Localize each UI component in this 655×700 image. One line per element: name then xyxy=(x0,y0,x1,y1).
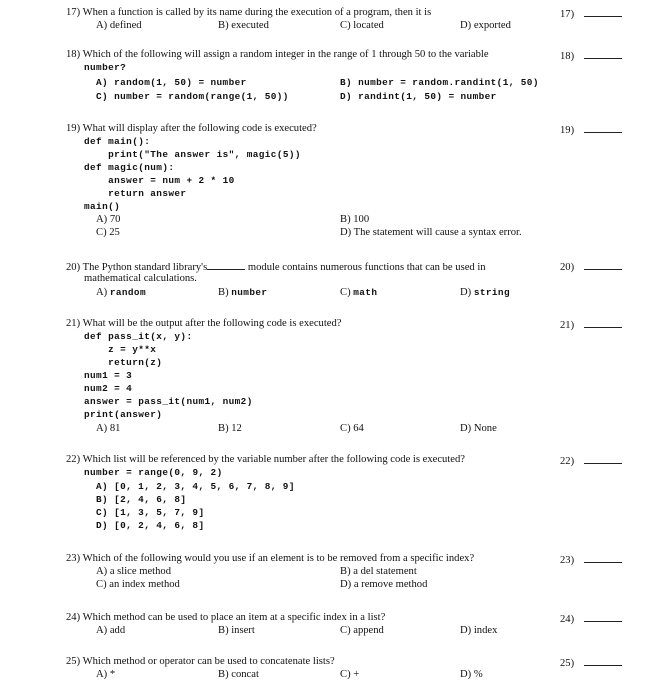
question-number: 24) xyxy=(66,612,81,623)
q25-option-b: B) concat xyxy=(218,669,259,680)
q20-option-c xyxy=(340,287,377,298)
q21-code-line: print(answer) xyxy=(84,409,163,420)
question-number: 21) xyxy=(66,318,81,329)
question-number: 19) xyxy=(66,123,81,134)
q17-stem xyxy=(66,7,431,18)
q17-option-b: B) executed xyxy=(218,20,269,31)
answer-number: 19) xyxy=(560,125,575,136)
q24-option-c: C) append xyxy=(340,625,384,636)
q21-option-c: C) 64 xyxy=(340,423,364,434)
q17-option-a: A) defined xyxy=(96,20,142,31)
q17-answer-blank[interactable] xyxy=(560,7,622,20)
answer-line[interactable] xyxy=(584,454,622,464)
q21-code-line: answer = pass_it(num1, num2) xyxy=(84,396,253,407)
q25-option-c: C) + xyxy=(340,669,360,680)
q18-option-d: D) randint(1, 50) = number xyxy=(340,91,497,102)
q24-stem xyxy=(66,612,385,623)
answer-number: 20) xyxy=(560,262,575,273)
question-text: Which list will be referenced by the variable number after the following code is executed? xyxy=(82,454,465,465)
answer-number: 18) xyxy=(560,51,575,62)
q19-option-d: D) The statement will cause a syntax error. xyxy=(340,227,522,238)
answer-number: 25) xyxy=(560,658,575,669)
answer-line[interactable] xyxy=(584,612,622,622)
q22-answer-blank[interactable] xyxy=(560,454,622,467)
q22-option-d: D) [0, 2, 4, 6, 8] xyxy=(96,520,205,531)
q20-stem-line2: mathematical calculations. xyxy=(84,273,197,284)
q21-stem xyxy=(66,318,341,329)
q18-option-a: A) random(1, 50) = number xyxy=(96,77,247,88)
option-letter: D) xyxy=(460,287,474,298)
q23-stem xyxy=(66,553,474,564)
q18-stem-code: number? xyxy=(84,62,127,73)
q20-option-a xyxy=(96,287,146,298)
option-letter: B) xyxy=(218,287,232,298)
answer-line[interactable] xyxy=(584,260,622,270)
q19-option-c: C) 25 xyxy=(96,227,120,238)
q21-option-d: D) None xyxy=(460,423,497,434)
question-number: 20) xyxy=(66,262,81,273)
q22-option-c: C) [1, 3, 5, 7, 9] xyxy=(96,507,205,518)
q25-option-d: D) % xyxy=(460,669,483,680)
answer-line[interactable] xyxy=(584,656,622,666)
q19-code-line: print("The answer is", magic(5)) xyxy=(84,149,301,160)
option-code: random xyxy=(109,287,146,298)
q21-option-a: A) 81 xyxy=(96,423,121,434)
q23-option-d: D) a remove method xyxy=(340,579,428,590)
q25-stem xyxy=(66,656,335,667)
q18-option-b: B) number = random.randint(1, 50) xyxy=(340,77,539,88)
q20-stem xyxy=(66,260,486,273)
question-number: 18) xyxy=(66,49,81,60)
q18-answer-blank[interactable] xyxy=(560,49,622,62)
q19-answer-blank[interactable] xyxy=(560,123,622,136)
option-letter: C) xyxy=(340,287,354,298)
question-text: Which of the following would you use if an element is to be removed from a specific index? xyxy=(82,553,475,564)
q18-option-c: C) number = random(range(1, 50)) xyxy=(96,91,289,102)
answer-number: 22) xyxy=(560,456,575,467)
answer-number: 23) xyxy=(560,555,575,566)
q23-option-a: A) a slice method xyxy=(96,566,172,577)
q23-option-c: C) an index method xyxy=(96,579,180,590)
question-text: Which method or operator can be used to concatenate lists? xyxy=(82,656,335,667)
q21-code-line: num1 = 3 xyxy=(84,370,133,381)
q25-option-a: A) * xyxy=(96,669,116,680)
q21-code-line: z = y**x xyxy=(84,344,157,355)
q21-code-line: num2 = 4 xyxy=(84,383,133,394)
q24-answer-blank[interactable] xyxy=(560,612,622,625)
q19-code-line: return answer xyxy=(84,188,187,199)
question-text: When a function is called by its name during the execution of a program, then it is xyxy=(82,7,432,18)
question-text: The Python standard library's xyxy=(82,262,208,273)
question-text: What will display after the following code is executed? xyxy=(82,123,317,134)
answer-line[interactable] xyxy=(584,318,622,328)
question-number: 23) xyxy=(66,553,81,564)
q19-code-line: def magic(num): xyxy=(84,162,175,173)
q23-answer-blank[interactable] xyxy=(560,553,622,566)
q19-code-line: main() xyxy=(84,201,121,212)
answer-number: 21) xyxy=(560,320,575,331)
q21-answer-blank[interactable] xyxy=(560,318,622,331)
q20-option-b xyxy=(218,287,267,298)
question-text: Which of the following will assign a random integer in the range of 1 through 50 to the variable xyxy=(82,49,489,60)
q19-option-a: A) 70 xyxy=(96,214,121,225)
q24-option-b: B) insert xyxy=(218,625,255,636)
q17-option-d: D) exported xyxy=(460,20,511,31)
q19-option-b: B) 100 xyxy=(340,214,370,225)
question-number: 17) xyxy=(66,7,81,18)
question-text: Which method can be used to place an item at a specific index in a list? xyxy=(82,612,386,623)
q18-stem xyxy=(66,49,489,60)
answer-line[interactable] xyxy=(584,123,622,133)
question-number: 25) xyxy=(66,656,81,667)
q21-option-b: B) 12 xyxy=(218,423,242,434)
answer-number: 24) xyxy=(560,614,575,625)
q21-code-line: return(z) xyxy=(84,357,163,368)
answer-line[interactable] xyxy=(584,553,622,563)
q22-option-b: B) [2, 4, 6, 8] xyxy=(96,494,187,505)
option-code: number xyxy=(231,287,268,298)
q24-option-a: A) add xyxy=(96,625,126,636)
question-number: 22) xyxy=(66,454,81,465)
q22-option-a: A) [0, 1, 2, 3, 4, 5, 6, 7, 8, 9] xyxy=(96,481,295,492)
q24-option-d: D) index xyxy=(460,625,498,636)
q22-stem xyxy=(66,454,465,465)
q20-option-d xyxy=(460,287,510,298)
answer-number: 17) xyxy=(560,9,575,20)
option-letter: A) xyxy=(96,287,110,298)
q19-stem xyxy=(66,123,317,134)
q21-code-line: def pass_it(x, y): xyxy=(84,331,193,342)
q20-answer-blank[interactable] xyxy=(560,260,622,273)
q19-code-line: answer = num + 2 * 10 xyxy=(84,175,235,186)
q19-code-line: def main(): xyxy=(84,136,151,147)
answer-line[interactable] xyxy=(584,49,622,59)
question-text: module contains numerous functions that can be used in xyxy=(247,262,486,273)
question-text: What will be the output after the following code is executed? xyxy=(82,318,342,329)
q23-option-b: B) a del statement xyxy=(340,566,417,577)
option-code: string xyxy=(473,287,510,298)
option-code: math xyxy=(353,287,378,298)
q17-option-c: C) located xyxy=(340,20,384,31)
answer-line[interactable] xyxy=(584,7,622,17)
q25-answer-blank[interactable] xyxy=(560,656,622,669)
q22-code-line: number = range(0, 9, 2) xyxy=(84,467,223,478)
fill-in-blank xyxy=(207,260,245,270)
